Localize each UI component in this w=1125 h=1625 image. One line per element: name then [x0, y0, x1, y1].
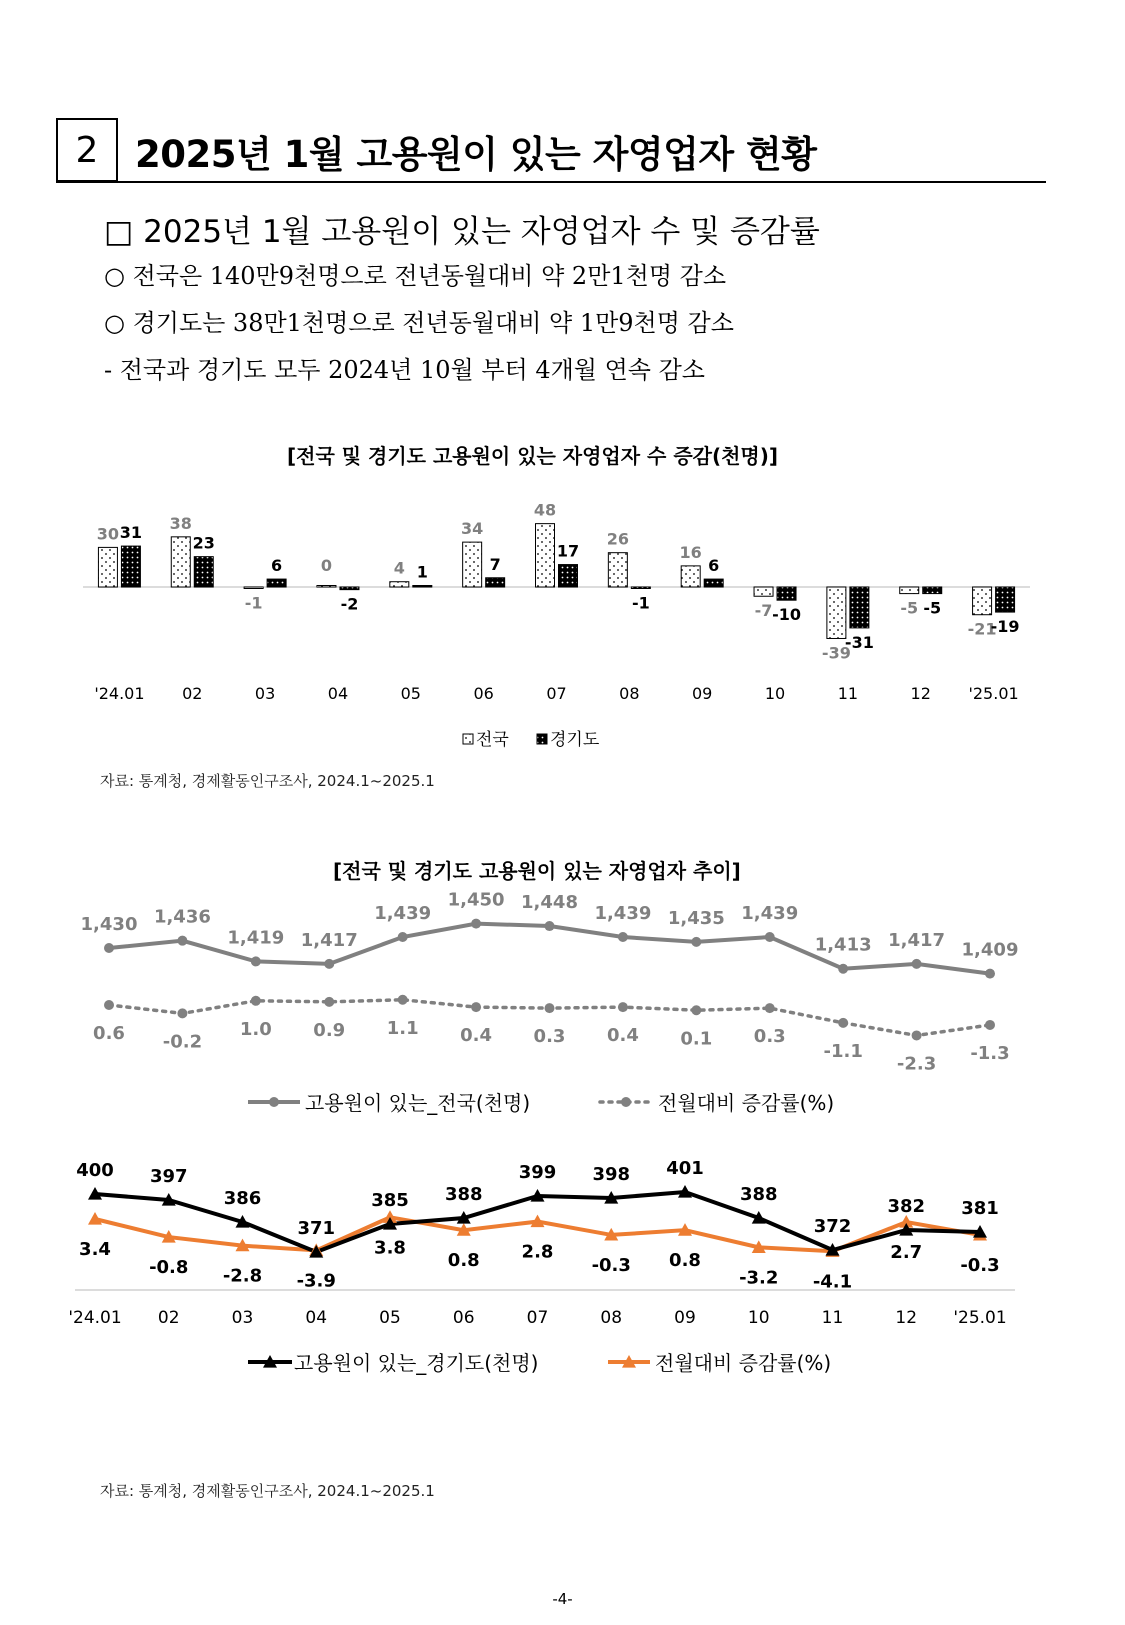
chart2-national-rate-label: 1.0 — [239, 1018, 272, 1040]
chart2-national-point — [104, 943, 114, 953]
chart2-national-rate-label: -2.3 — [896, 1053, 937, 1075]
chart2-category-label: 09 — [674, 1308, 696, 1328]
chart1-source: 자료: 통계청, 경제활동인구조사, 2024.1~2025.1 — [100, 772, 435, 790]
chart1-legend-national: 전국 — [476, 730, 509, 750]
chart2-category-label: '25.01 — [953, 1308, 1007, 1328]
chart2-national-label: 1,435 — [667, 907, 725, 929]
chart2-legend-national-rate-marker — [621, 1097, 631, 1107]
chart1-bar-national — [754, 587, 773, 596]
chart2-gyeonggi-rate-label: 0.8 — [447, 1250, 480, 1272]
chart2-category-label: 08 — [600, 1308, 623, 1328]
chart1-label-gyeonggi: 23 — [192, 533, 215, 553]
chart1-bar-national — [900, 587, 919, 594]
bullet-consecutive-decline: - 전국과 경기도 모두 2024년 10월 부터 4개월 연속 감소 — [104, 356, 705, 384]
chart1-bar-gyeonggi — [631, 587, 650, 589]
chart1-category-label: 10 — [764, 684, 786, 703]
chart2-national-rate-label: 0.4 — [460, 1025, 493, 1047]
chart2-title: [전국 및 경기도 고용원이 있는 자영업자 추이] — [333, 859, 741, 883]
chart2-gyeonggi-label: 371 — [297, 1218, 336, 1239]
chart1-label-national: -7 — [754, 601, 773, 621]
chart1-bar-national — [244, 587, 263, 589]
chart2-national-rate-point — [618, 1002, 628, 1012]
chart1-category-label: 07 — [546, 684, 567, 703]
chart1-bar-national — [536, 524, 555, 587]
chart2-gyeonggi-rate-label: -3.2 — [739, 1267, 779, 1289]
chart1-label-gyeonggi: 6 — [271, 556, 283, 576]
chart2-national-label: 1,413 — [814, 934, 872, 956]
chart2-national-rate-point — [177, 1008, 187, 1018]
chart2-national-rate-label: 0.6 — [93, 1023, 125, 1044]
chart2-national-point — [838, 964, 848, 974]
chart2-national-point — [545, 921, 555, 931]
chart1-legend-gyeonggi: 경기도 — [550, 730, 600, 750]
chart2-national-rate-point — [324, 997, 334, 1007]
chart1-bar-national — [681, 566, 700, 587]
chart2-gyeonggi-rate-label: -3.9 — [296, 1270, 336, 1292]
bullet-gyeonggi: ○ 경기도는 38만1천명으로 전년동월대비 약 1만9천명 감소 — [104, 309, 734, 337]
chart2-national-rate-point — [765, 1003, 775, 1013]
chart2-national-rate-label: 0.1 — [680, 1028, 713, 1050]
chart1-category-label: 08 — [619, 684, 640, 703]
chart2-national-point — [765, 932, 775, 942]
chart1-label-gyeonggi: 6 — [708, 556, 720, 576]
chart2-gyeonggi-label: 388 — [739, 1184, 778, 1205]
chart2-national-rate-point — [691, 1005, 701, 1015]
chart1-bar-national — [98, 547, 117, 587]
chart2-gyeonggi-label: 372 — [813, 1216, 852, 1237]
chart2-national-rate-label: 0.3 — [533, 1026, 566, 1048]
chart1-title: [전국 및 경기도 고용원이 있는 자영업자 수 증감(천명)] — [287, 444, 779, 468]
chart2-legend-national-rate: 전월대비 증감률(%) — [658, 1091, 835, 1115]
chart1-bar-gyeonggi — [121, 546, 140, 587]
chart2-national-point — [177, 936, 187, 946]
chart2-national-point — [618, 932, 628, 942]
chart2-national-rate-point — [912, 1030, 922, 1040]
chart1-label-gyeonggi: 7 — [489, 554, 501, 574]
chart2-national-rate-point — [471, 1002, 481, 1012]
chart2-category-label: 11 — [821, 1308, 844, 1328]
chart2-gyeonggi-rate-label: -0.3 — [960, 1254, 1000, 1276]
chart2-gyeonggi-rate-label: -0.8 — [149, 1257, 189, 1279]
chart2-gyeonggi-label: 381 — [961, 1198, 999, 1219]
chart2-legend-national-marker — [269, 1097, 279, 1107]
chart2-national-rate-label: 1.1 — [386, 1017, 419, 1039]
chart2-national-rate-point — [985, 1020, 995, 1030]
chart1-bar-national — [608, 553, 627, 587]
chart2-national-rate-point — [251, 996, 261, 1006]
chart2-national-point — [398, 932, 408, 942]
subheading: □ 2025년 1월 고용원이 있는 자영업자 수 및 증감률 — [104, 214, 820, 250]
chart2-national-point — [985, 969, 995, 979]
chart1-bar-gyeonggi — [704, 579, 723, 587]
chart1-category-label: 06 — [473, 684, 494, 703]
page-number: -4- — [552, 1590, 573, 1608]
chart1-label-gyeonggi: -31 — [844, 632, 874, 652]
chart1-bar-gyeonggi — [559, 565, 578, 587]
bullet-national: ○ 전국은 140만9천명으로 전년동월대비 약 2만1천명 감소 — [104, 262, 727, 290]
chart2-gyeonggi-label: 385 — [371, 1190, 409, 1211]
chart2-gyeonggi-rate-label: 2.7 — [890, 1242, 923, 1264]
chart2-category-label: 03 — [231, 1308, 254, 1328]
chart2-gyeonggi-rate-label: 2.8 — [521, 1241, 554, 1263]
chart2-gyeonggi-label: 400 — [76, 1160, 114, 1181]
chart2-category-label: 12 — [895, 1308, 918, 1328]
chart1-label-national: -1 — [244, 593, 263, 613]
chart1-label-national: 0 — [320, 556, 333, 575]
chart2-national-point — [912, 959, 922, 969]
chart1-category-label: 09 — [692, 684, 713, 703]
chart2-gyeonggi-label: 398 — [592, 1164, 631, 1185]
chart1-bar-gyeonggi — [413, 586, 432, 588]
chart2-national-rate-point — [838, 1018, 848, 1028]
chart1-bar-national — [463, 542, 482, 587]
chart2-national-label: 1,448 — [521, 892, 578, 914]
chart1-bar-gyeonggi — [850, 587, 869, 628]
chart1-legend-swatch-gyeonggi — [537, 734, 547, 744]
chart1-label-national: -39 — [821, 643, 851, 663]
chart1-category-label: 02 — [182, 684, 203, 703]
chart1-bar-national — [973, 587, 992, 615]
chart2-national-rate-point — [398, 995, 408, 1005]
chart2-line-chart — [0, 890, 1125, 1400]
chart1-label-national: 26 — [606, 529, 629, 549]
chart2-national-rate-label: 0.4 — [606, 1025, 639, 1047]
chart2-national-rate-label: -0.2 — [162, 1031, 203, 1053]
chart2-category-label: 07 — [526, 1308, 549, 1328]
chart2-gyeonggi-rate-label: 3.4 — [79, 1239, 111, 1260]
chart1-category-label: '24.01 — [94, 684, 145, 703]
section-number-box — [56, 118, 118, 182]
chart2-national-rate-point — [545, 1003, 555, 1013]
chart1-category-label: 05 — [400, 684, 421, 703]
chart2-source: 자료: 통계청, 경제활동인구조사, 2024.1~2025.1 — [100, 1482, 435, 1500]
chart2-national-label: 1,436 — [153, 906, 211, 928]
chart2-legend-gyeonggi-rate: 전월대비 증감률(%) — [655, 1351, 832, 1375]
chart1-bar-national — [390, 582, 409, 587]
chart2-gyeonggi-rate-label: 3.8 — [374, 1237, 406, 1259]
chart1-category-label: 03 — [254, 684, 276, 703]
chart1-bar-chart — [0, 480, 1125, 770]
section-number: 2 — [75, 129, 99, 171]
chart1-category-label: 12 — [910, 684, 931, 703]
chart1-label-gyeonggi: -1 — [631, 593, 650, 613]
chart2-gyeonggi-label: 397 — [149, 1166, 188, 1187]
chart2-gyeonggi-rate-label: -4.1 — [812, 1271, 853, 1293]
chart2-category-label: 06 — [452, 1308, 475, 1328]
chart1-bar-gyeonggi — [194, 557, 213, 587]
chart2-category-label: 02 — [157, 1308, 180, 1328]
chart2-national-point — [691, 937, 701, 947]
chart2-national-label: 1,417 — [888, 929, 946, 951]
chart2-legend-national: 고용원이 있는_전국(천명) — [305, 1091, 531, 1115]
chart2-national-rate-label: 0.9 — [313, 1019, 346, 1041]
chart1-bar-gyeonggi — [486, 578, 505, 587]
chart1-label-national: 16 — [679, 542, 702, 562]
chart2-national-rate-label: 0.3 — [753, 1026, 786, 1048]
chart1-label-national: 4 — [393, 558, 405, 578]
chart2-national-label: 1,430 — [80, 914, 138, 935]
chart1-bar-national — [171, 537, 190, 587]
chart2-category-label: '24.01 — [68, 1308, 122, 1328]
chart1-category-label: 11 — [837, 684, 859, 703]
chart1-label-national: 34 — [461, 519, 484, 539]
chart2-national-label: 1,409 — [961, 939, 1019, 961]
chart1-label-gyeonggi: 17 — [556, 541, 580, 561]
chart2-national-label: 1,439 — [741, 903, 799, 925]
chart2-gyeonggi-label: 401 — [666, 1158, 704, 1179]
chart1-label-national: -21 — [967, 619, 997, 639]
chart1-category-label: '25.01 — [968, 684, 1019, 703]
section-underline — [56, 181, 1046, 183]
chart2-national-point — [324, 959, 334, 969]
chart2-legend-gyeonggi: 고용원이 있는_경기도(천명) — [294, 1351, 539, 1375]
chart1-label-gyeonggi: -10 — [772, 605, 801, 625]
chart2-gyeonggi-rate-label: -0.3 — [591, 1254, 631, 1276]
chart1-label-gyeonggi: -19 — [990, 617, 1020, 637]
chart2-gyeonggi-label: 399 — [518, 1162, 557, 1183]
chart2-national-point — [471, 919, 481, 929]
chart1-label-gyeonggi: -5 — [923, 598, 942, 618]
chart2-gyeonggi-label: 386 — [223, 1188, 262, 1209]
chart2-national-label: 1,417 — [300, 929, 358, 951]
chart1-label-gyeonggi: 1 — [416, 562, 428, 582]
chart2-gyeonggi-rate-label: -2.8 — [222, 1265, 263, 1287]
chart2-category-label: 05 — [379, 1308, 401, 1328]
chart1-bar-national — [827, 587, 846, 638]
chart2-national-rate-label: -1.3 — [970, 1042, 1010, 1064]
section-title: 2025년 1월 고용원이 있는 자영업자 현황 — [135, 133, 817, 176]
chart1-label-gyeonggi: -2 — [340, 594, 359, 614]
chart1-bar-gyeonggi — [340, 587, 359, 590]
chart2-national-label: 1,419 — [227, 927, 285, 949]
chart2-national-point — [251, 956, 261, 966]
chart2-national-rate-point — [104, 1000, 114, 1010]
chart2-national-label: 1,450 — [447, 890, 505, 911]
chart1-label-national: 30 — [96, 524, 120, 544]
chart1-bar-gyeonggi — [923, 587, 942, 594]
chart1-category-label: 04 — [327, 684, 349, 703]
chart2-national-rate-label: -1.1 — [823, 1040, 863, 1062]
chart2-national-label: 1,439 — [594, 903, 652, 925]
chart2-category-label: 04 — [305, 1308, 328, 1328]
chart1-bar-national — [317, 586, 336, 588]
chart1-label-gyeonggi: 31 — [119, 523, 143, 543]
chart2-gyeonggi-label: 388 — [444, 1184, 483, 1205]
chart1-bar-gyeonggi — [996, 587, 1015, 612]
chart1-bar-gyeonggi — [777, 587, 796, 600]
chart1-legend-swatch-national — [463, 734, 473, 744]
chart2-national-label: 1,439 — [374, 903, 432, 925]
chart2-category-label: 10 — [747, 1308, 770, 1328]
chart1-label-national: -5 — [900, 598, 919, 618]
chart1-bar-gyeonggi — [267, 579, 286, 587]
chart1-label-national: 48 — [533, 500, 557, 520]
chart2-gyeonggi-label: 382 — [887, 1196, 926, 1217]
chart2-gyeonggi-rate-label: 0.8 — [669, 1250, 701, 1272]
chart1-label-national: 38 — [169, 513, 192, 533]
